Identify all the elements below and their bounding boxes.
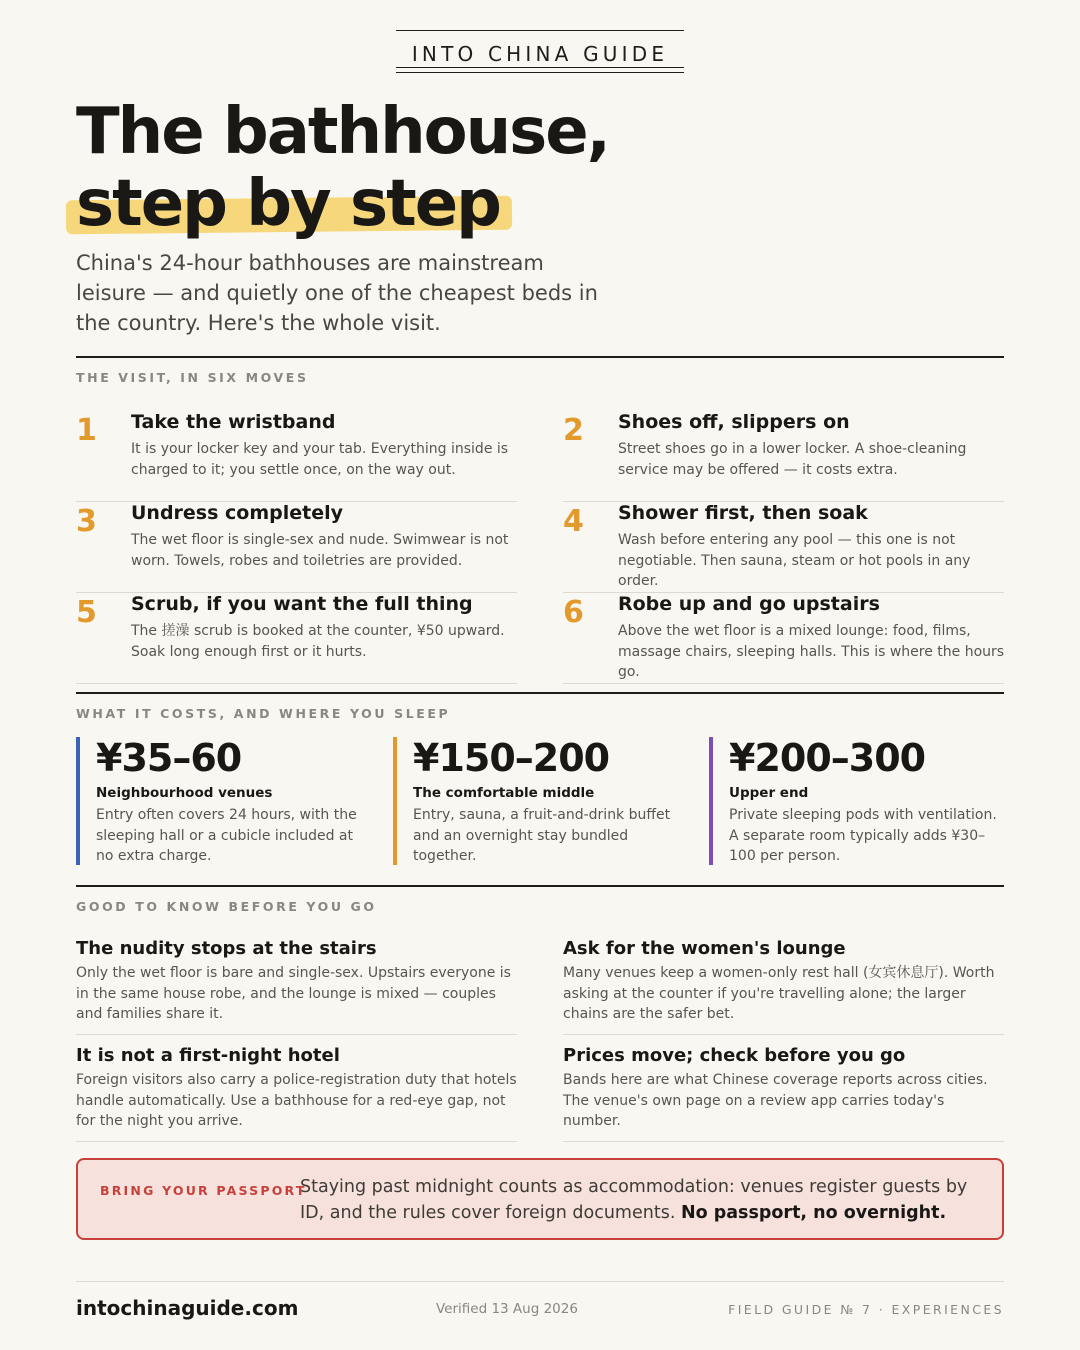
tip-title: The nudity stops at the stairs	[76, 938, 377, 959]
section-label-tips: GOOD TO KNOW BEFORE YOU GO	[76, 899, 377, 914]
brand-header	[396, 30, 684, 74]
site-link[interactable]: intochinaguide.com	[76, 1296, 299, 1320]
step-number: 5	[76, 595, 97, 630]
step-desc: The wet floor is single-sex and nude. Swimwear is not worn. Towels, robes and toiletries are provided.	[131, 532, 509, 569]
footer-rule	[76, 1281, 1004, 1282]
step-title: Take the wristband	[131, 411, 336, 433]
section-rule	[76, 692, 1004, 694]
step-number: 4	[563, 504, 584, 539]
section-rule	[76, 356, 1004, 358]
step-number: 6	[563, 595, 584, 630]
tip-item	[76, 1045, 517, 1142]
step-title: Shoes off, slippers on	[618, 411, 850, 433]
cost-tier-name: Neighbourhood venues	[96, 785, 273, 801]
tip-desc: Many venues keep a women-only rest hall (女宾休息厅). Worth asking at the counter if you're travelling alone; the larger chains are the safer bet.	[563, 965, 995, 1022]
tip-item	[563, 938, 1004, 1035]
step-title: Scrub, if you want the full thing	[131, 593, 473, 615]
title-line-1: The bathhouse,	[76, 95, 609, 169]
callout-emphasis: No passport, no overnight.	[680, 1203, 947, 1223]
brand-rule-bottom	[396, 67, 684, 68]
step-item	[563, 411, 1004, 502]
tip-item	[563, 1045, 1004, 1142]
step-number: 2	[563, 413, 584, 448]
brand-name: INTO CHINA GUIDE	[411, 42, 669, 66]
step-number: 1	[76, 413, 97, 448]
step-desc: The 搓澡 scrub is booked at the counter, ¥50 upward. Soak long enough first or it hurts.	[131, 623, 505, 660]
section-label-costs: WHAT IT COSTS, AND WHERE YOU SLEEP	[76, 706, 451, 721]
tip-desc: Foreign visitors also carry a police-registration duty that hotels handle automatically. Use a bathhouse for a red-eye gap, not for the night you arrive.	[76, 1072, 517, 1129]
callout-label: BRING YOUR PASSPORT	[100, 1183, 307, 1198]
cost-tier	[709, 737, 1004, 865]
cost-desc: Private sleeping pods with ventilation. A separate room typically adds ¥30–100 per person.	[729, 807, 997, 864]
tip-desc: Bands here are what Chinese coverage reports across cities. The venue's own page on a review app carries today's number.	[563, 1072, 988, 1129]
tip-title: Ask for the women's lounge	[563, 938, 846, 959]
callout-text	[300, 1174, 990, 1226]
cost-desc: Entry often covers 24 hours, with the sleeping hall or a cubicle included at no extra charge.	[96, 807, 357, 864]
page-title	[76, 96, 609, 240]
step-item	[76, 593, 517, 684]
cost-tier	[76, 737, 361, 865]
cost-tier-name: The comfortable middle	[413, 785, 595, 801]
step-desc: Street shoes go in a lower locker. A shoe-cleaning service may be offered — it costs extra.	[618, 441, 967, 478]
brand-rule-top	[396, 30, 684, 31]
tip-title: It is not a first-night hotel	[76, 1045, 340, 1066]
step-title: Shower first, then soak	[618, 502, 868, 524]
section-label-steps: THE VISIT, IN SIX MOVES	[76, 370, 309, 385]
step-item	[76, 502, 517, 593]
cost-price: ¥200–300	[729, 736, 926, 780]
step-desc: Above the wet floor is a mixed lounge: food, films, massage chairs, sleeping halls. This is where the hours go.	[618, 623, 1005, 680]
tip-item	[76, 938, 517, 1035]
cost-desc: Entry, sauna, a fruit-and-drink buffet and an overnight stay bundled together.	[413, 807, 671, 864]
step-desc: It is your locker key and your tab. Everything inside is charged to it; you settle once, on the way out.	[131, 441, 509, 478]
lead-paragraph: China's 24-hour bathhouses are mainstream leisure — and quietly one of the cheapest beds in the country. Here's the whole visit.	[76, 251, 598, 335]
brand-rule-bottom-thin	[396, 72, 684, 73]
step-desc: Wash before entering any pool — this one is not negotiable. Then sauna, steam or hot pools in any order.	[618, 532, 971, 589]
step-item	[76, 411, 517, 502]
title-line-2-wrap	[76, 168, 500, 240]
callout-body: Staying past midnight counts as accommodation: venues register guests by ID, and the rules cover foreign documents.	[300, 1177, 968, 1223]
tip-title: Prices move; check before you go	[563, 1045, 906, 1066]
step-item	[563, 593, 1004, 684]
cost-tier-name: Upper end	[729, 785, 809, 801]
verified-date: Verified 13 Aug 2026	[436, 1301, 578, 1317]
step-title: Robe up and go upstairs	[618, 593, 880, 615]
cost-tier	[393, 737, 681, 865]
cost-price: ¥35–60	[96, 736, 242, 780]
passport-callout	[76, 1158, 1004, 1240]
step-title: Undress completely	[131, 502, 344, 524]
tip-desc: Only the wet floor is bare and single-sex. Upstairs everyone is in the same house robe, and the lounge is mixed — couples and families share it.	[76, 965, 511, 1022]
cost-price: ¥150–200	[413, 736, 610, 780]
series-label: FIELD GUIDE № 7 · EXPERIENCES	[728, 1302, 1004, 1317]
section-rule	[76, 885, 1004, 887]
step-number: 3	[76, 504, 97, 539]
step-item	[563, 502, 1004, 593]
title-line-2: step by step	[76, 167, 500, 241]
